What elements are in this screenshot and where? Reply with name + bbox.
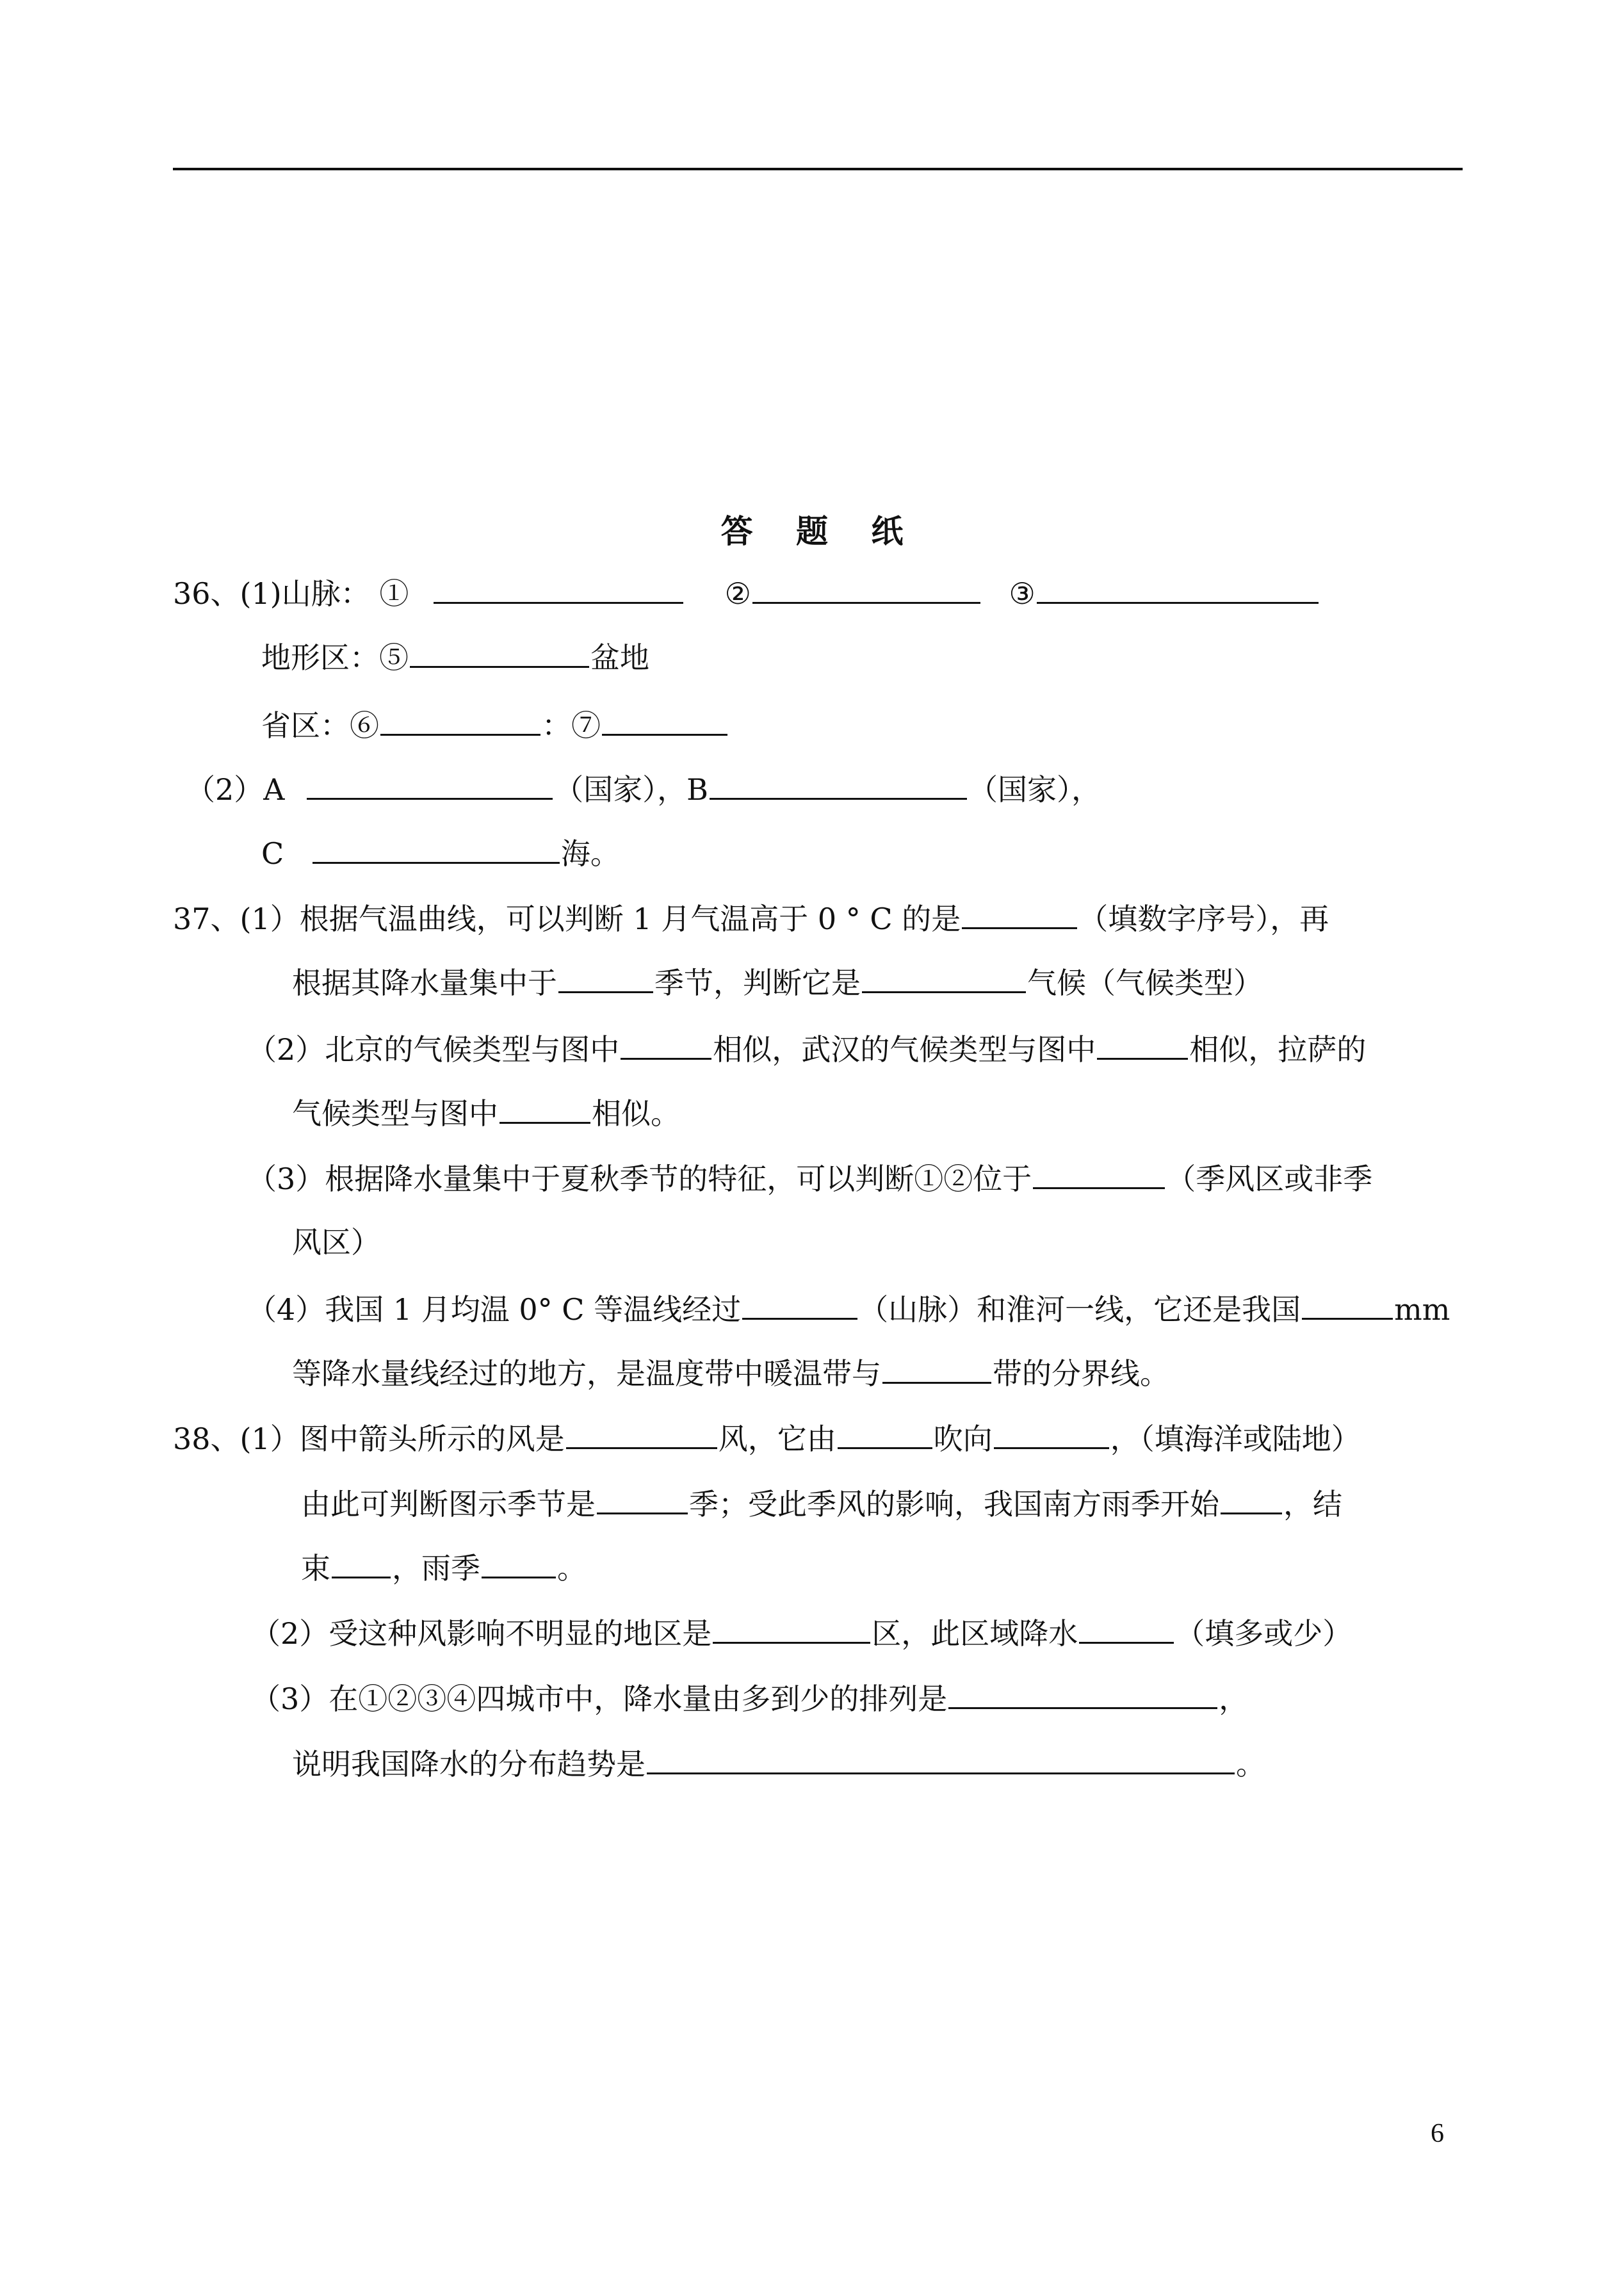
q38-2-text-b: 区，此区域降水 [872,1616,1078,1651]
q37-line-3 [247,1028,1366,1069]
q38-3-blank-order[interactable] [948,1678,1217,1709]
q37-3-text-b: （季风区或非季 [1166,1162,1373,1196]
q38-2-blank-area[interactable] [713,1612,870,1644]
q36-label-sea: 海。 [560,836,620,871]
q37-1-text-e: 气候（气候类型） [1027,966,1263,1000]
q38-1-text-g: ，结 [1283,1487,1342,1521]
q38-1-text-d: ，（填海洋或陆地） [1110,1422,1361,1456]
q37-1-text-b: （填数字序号），再 [1078,902,1329,936]
q38-2-text-a: （2）受这种风影响不明显的地区是 [251,1616,712,1651]
q37-2-text-a: （2）北京的气候类型与图中 [247,1032,620,1067]
q38-1-text-e: 由此可判断图示季节是 [301,1487,596,1521]
q37-2-text-b: 相似，武汉的气候类型与图中 [713,1032,1096,1067]
q36-blank-mountain-2[interactable] [752,572,980,604]
q38-3-text-b: ， [1219,1682,1249,1716]
q37-line-4 [292,1092,680,1133]
header-rule [173,168,1463,170]
q37-3-text-c: 风区） [292,1225,380,1260]
q36-label-basin: 盆地 [590,640,649,675]
q36-blank-country-A[interactable] [307,768,553,800]
q37-4-text-b: （山脉）和淮河一线，它还是我国 [859,1292,1301,1327]
q37-2-blank-wuhan[interactable] [1097,1028,1188,1060]
q38-1-text-i: ，雨季 [392,1551,480,1585]
q36-blank-province-7[interactable] [602,704,727,736]
q38-1-text-b: 风，它由 [718,1422,836,1456]
q36-label-2: ② [724,576,751,611]
q37-4-text-d: 等降水量线经过的地方，是温度带中暖温带与 [292,1356,881,1391]
q37-1-text-d: 季节，判断它是 [654,966,861,1000]
q37-1-text-c: 根据其降水量集中于 [292,966,557,1000]
q36-blank-country-B[interactable] [710,768,967,800]
q38-1-text-a: 38、(1）图中箭头所示的风是 [173,1422,565,1456]
q37-2-text-d: 气候类型与图中 [292,1096,498,1131]
q38-1-blank-from[interactable] [838,1418,932,1449]
q36-label-mountains: 36、(1)山脉： ① [173,576,409,611]
q38-line-6 [292,1743,1265,1783]
q38-3-text-c: 说明我国降水的分布趋势是 [292,1747,646,1781]
q37-3-text-a: （3）根据降水量集中于夏秋季节的特征，可以判断①②位于 [247,1162,1032,1196]
q37-line-1 [173,898,1329,938]
q37-4-blank-mm[interactable] [1302,1288,1393,1320]
q36-blank-mountain-3[interactable] [1037,572,1319,604]
q38-line-4 [251,1612,1352,1653]
q38-1-blank-start[interactable] [1221,1483,1282,1514]
q38-3-text-d: 。 [1236,1747,1265,1781]
q37-line-7 [247,1288,1450,1329]
q36-label-country-end: （国家）， [968,772,1101,807]
q37-2-blank-lhasa[interactable] [499,1092,590,1124]
q38-1-text-f: 季；受此季风的影响，我国南方雨季开始 [689,1487,1219,1521]
q37-line-2 [292,962,1263,1002]
q36-blank-landform[interactable] [410,637,589,668]
q37-4-blank-zone[interactable] [882,1352,991,1384]
q38-2-text-c: （填多或少） [1175,1616,1352,1651]
q38-line-5 [251,1678,1248,1718]
q37-line-8 [292,1352,1169,1393]
q37-4-text-c: mm [1394,1292,1450,1327]
q38-1-blank-wind[interactable] [566,1418,717,1449]
q36-blank-sea-C[interactable] [313,832,560,864]
q36-line-2 [261,637,649,677]
q36-label-C: C [261,836,284,871]
q37-1-blank-climate[interactable] [862,962,1026,993]
q37-2-text-c: 相似，拉萨的 [1189,1032,1367,1067]
q37-4-text-a: （4）我国 1 月均温 0° C 等温线经过 [247,1292,742,1327]
q38-1-text-h: 束 [301,1551,330,1585]
page-title: 答 题 纸 [720,512,920,550]
q36-line-1 [173,572,1320,613]
q36-label-landform: 地形区：⑤ [261,640,409,675]
q38-1-blank-season[interactable] [597,1483,688,1514]
q38-1-text-j: 。 [557,1551,587,1585]
q37-1-text-a: 37、(1）根据气温曲线，可以判断 1 月气温高于 0 ° C 的是 [173,902,961,936]
q38-3-text-a: （3）在①②③④四城市中，降水量由多到少的排列是 [251,1682,948,1716]
q36-line-5 [261,832,620,873]
q38-line-1 [173,1418,1361,1458]
q38-3-blank-trend[interactable] [647,1743,1235,1774]
q38-line-2 [301,1483,1342,1523]
q37-line-6 [292,1223,380,1261]
q36-label-A: （2）A [186,772,285,807]
q36-blank-mountain-1[interactable] [434,572,683,604]
q38-line-3 [301,1547,587,1587]
q38-1-blank-to[interactable] [994,1418,1109,1449]
q36-blank-province-6[interactable] [380,704,540,736]
q37-2-text-e: 相似。 [592,1096,680,1131]
q37-4-blank-mountain[interactable] [742,1288,857,1320]
q37-1-blank-season[interactable] [558,962,653,993]
q38-1-blank-end[interactable] [332,1547,391,1578]
q36-line-4 [186,768,1101,809]
q36-line-3 [261,704,729,745]
q37-4-text-e: 带的分界线。 [993,1356,1169,1391]
page-number: 6 [1431,2119,1444,2148]
q36-label-3: ③ [1009,576,1035,611]
q38-1-blank-rainy[interactable] [482,1547,556,1578]
q36-label-7: ：⑦ [542,708,601,743]
q37-line-5 [247,1158,1372,1198]
q37-3-blank-region[interactable] [1033,1158,1165,1189]
q38-2-blank-amount[interactable] [1079,1612,1174,1644]
q37-2-blank-beijing[interactable] [621,1028,711,1060]
q38-1-text-c: 吹向 [933,1422,993,1456]
q36-label-province: 省区：⑥ [261,708,379,743]
q36-label-B: （国家），B [554,772,708,807]
q37-1-blank-number[interactable] [962,898,1077,929]
